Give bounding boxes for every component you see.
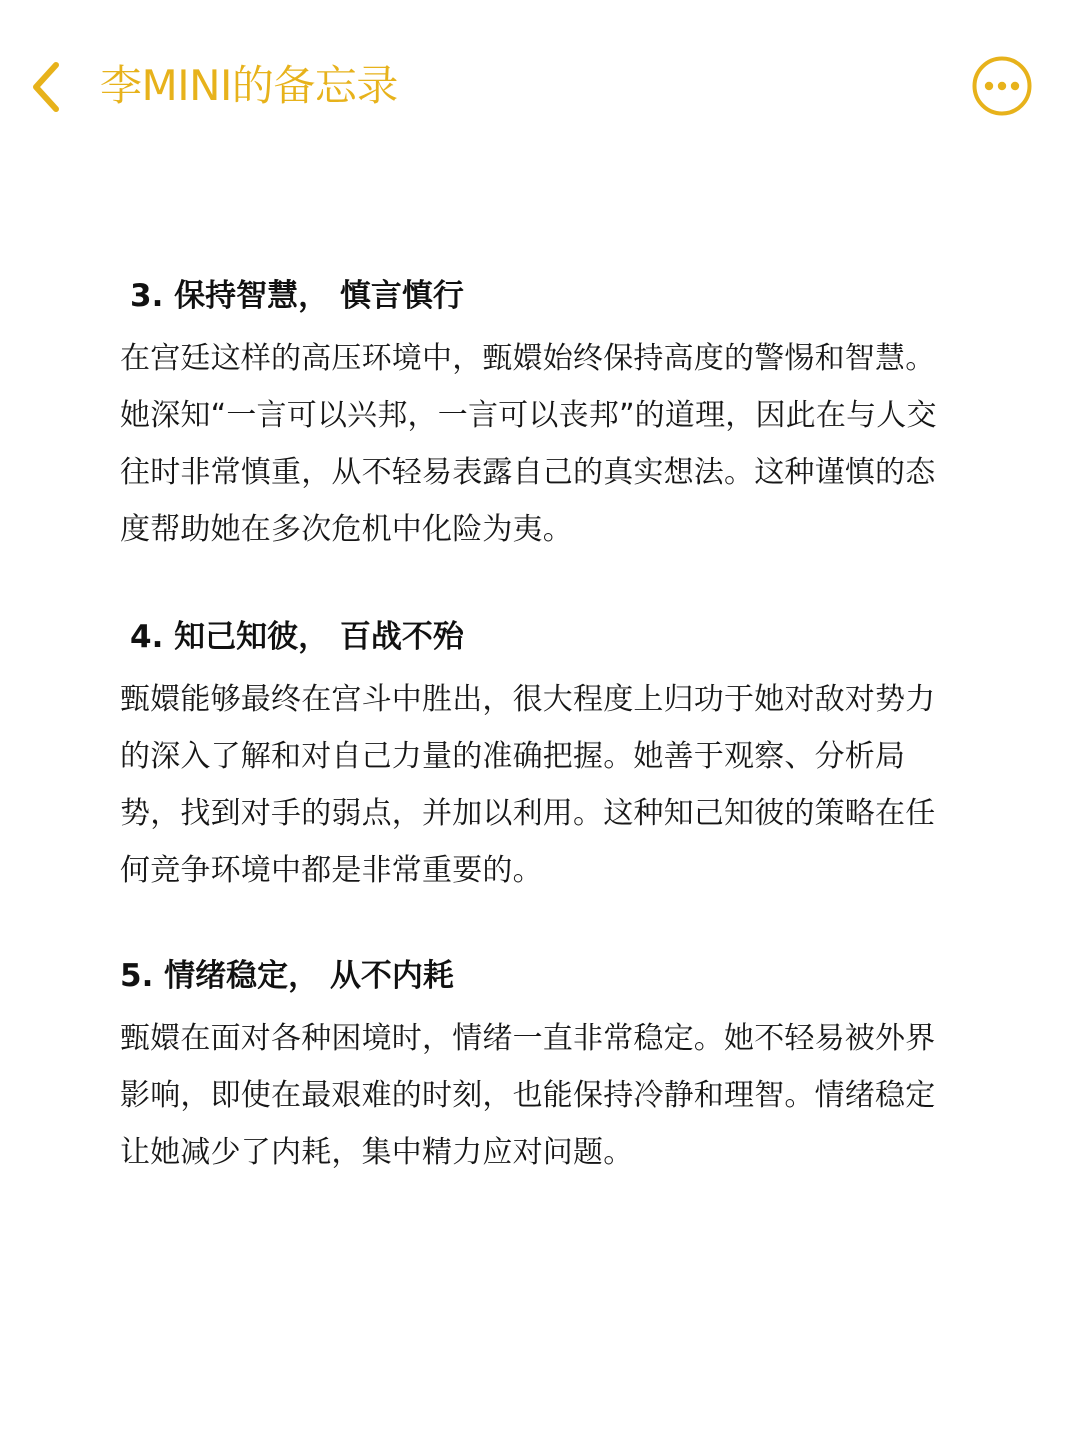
section-title: 4. 知己知彼， 百战不殆 bbox=[130, 619, 464, 655]
note-section-3 bbox=[120, 272, 960, 558]
note-section-5 bbox=[120, 952, 960, 1181]
section-title: 3. 保持智慧， 慎言慎行 bbox=[130, 278, 464, 314]
section-body: 在宫廷这样的高压环境中，甄嬛始终保持高度的警惕和智慧。她深知“一言可以兴邦，一言可以丧邦”的道理，因此在与人交往时非常慎重，从不轻易表露自己的真实想法。这种谨慎的态度帮助她在多次危机中化险为夷。 bbox=[120, 341, 937, 547]
section-body: 甄嬛能够最终在宫斗中胜出，很大程度上归功于她对敌对势力的深入了解和对自己力量的准确把握。她善于观察、分析局势，找到对手的弱点，并加以利用。这种知己知彼的策略在任何竞争环境中都是非常重要的。 bbox=[120, 682, 936, 888]
page-title: 李MINI的备忘录 bbox=[100, 61, 398, 110]
section-body: 甄嬛在面对各种困境时，情绪一直非常稳定。她不轻易被外界影响，即使在最艰难的时刻，也能保持冷静和理智。情绪稳定让她减少了内耗，集中精力应对问题。 bbox=[120, 1021, 936, 1170]
note-section-4 bbox=[120, 613, 960, 899]
section-title: 5. 情绪稳定， 从不内耗 bbox=[120, 958, 454, 994]
